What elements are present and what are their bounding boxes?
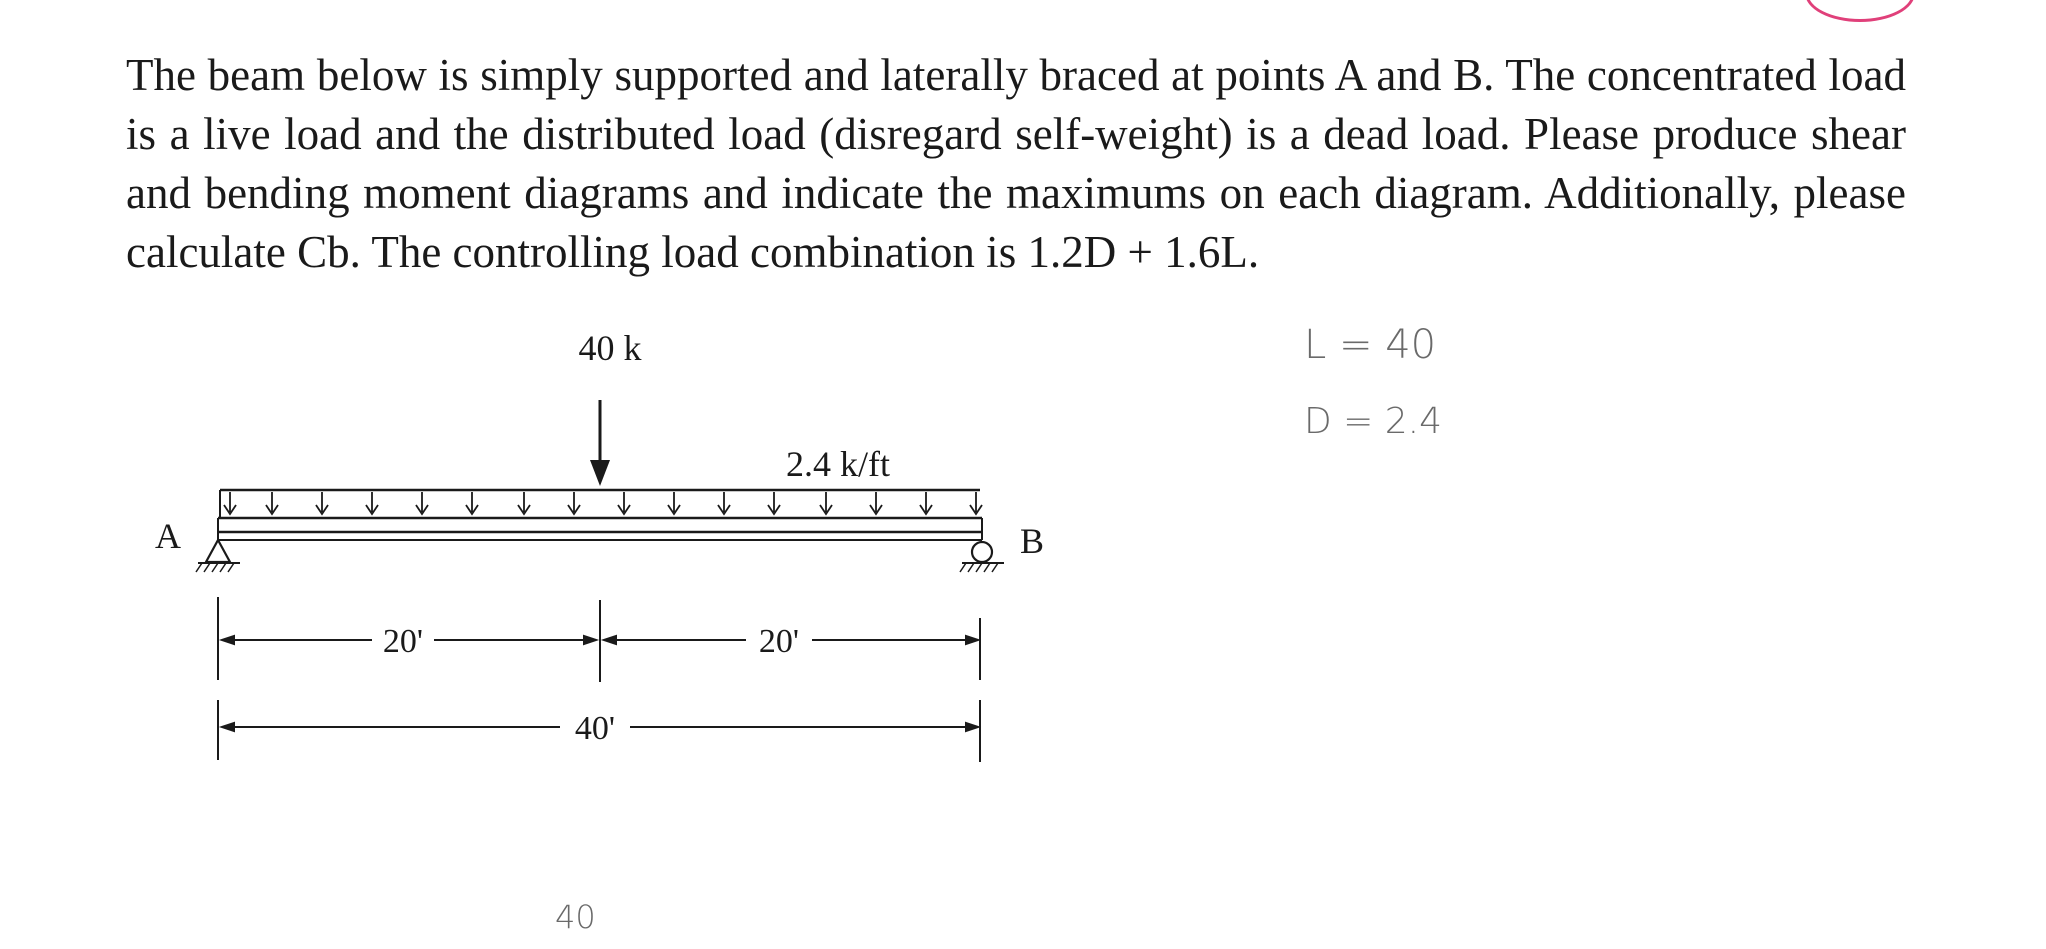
distributed-load: [220, 490, 982, 518]
dimension-right-label: 20': [758, 623, 800, 660]
distributed-load-label: 2.4 k/ft: [786, 444, 890, 484]
problem-line-3: and bending moment diagrams and indicate the maximums on each diagram. Additionally, please: [126, 168, 1906, 218]
handwritten-bottom-note: 40: [555, 898, 596, 936]
pin-support-a: [196, 540, 240, 572]
support-b-label: B: [1019, 521, 1045, 561]
problem-line-2: is a live load and the distributed load (disregard self-weight) is a dead load. Please produce shear: [126, 109, 1906, 159]
problem-line-1: The beam below is simply supported and laterally braced at points A and B. The concentrated load: [126, 50, 1906, 100]
problem-line-4: calculate Cb. The controlling load combination is 1.2D + 1.6L.: [126, 227, 1260, 277]
dimension-segments: [218, 597, 980, 682]
roller-support-b: [960, 542, 1004, 572]
handwritten-dead-load: D = 2.4: [1304, 401, 1443, 442]
beam: [218, 518, 982, 540]
dimension-total-label: 40': [574, 710, 616, 747]
dimension-left-label: 20': [382, 623, 424, 660]
point-load-label: 40 k: [578, 328, 642, 368]
handwritten-live-load: L = 40: [1304, 322, 1437, 368]
point-load-arrow: [590, 400, 610, 486]
support-a-label: A: [155, 516, 181, 556]
